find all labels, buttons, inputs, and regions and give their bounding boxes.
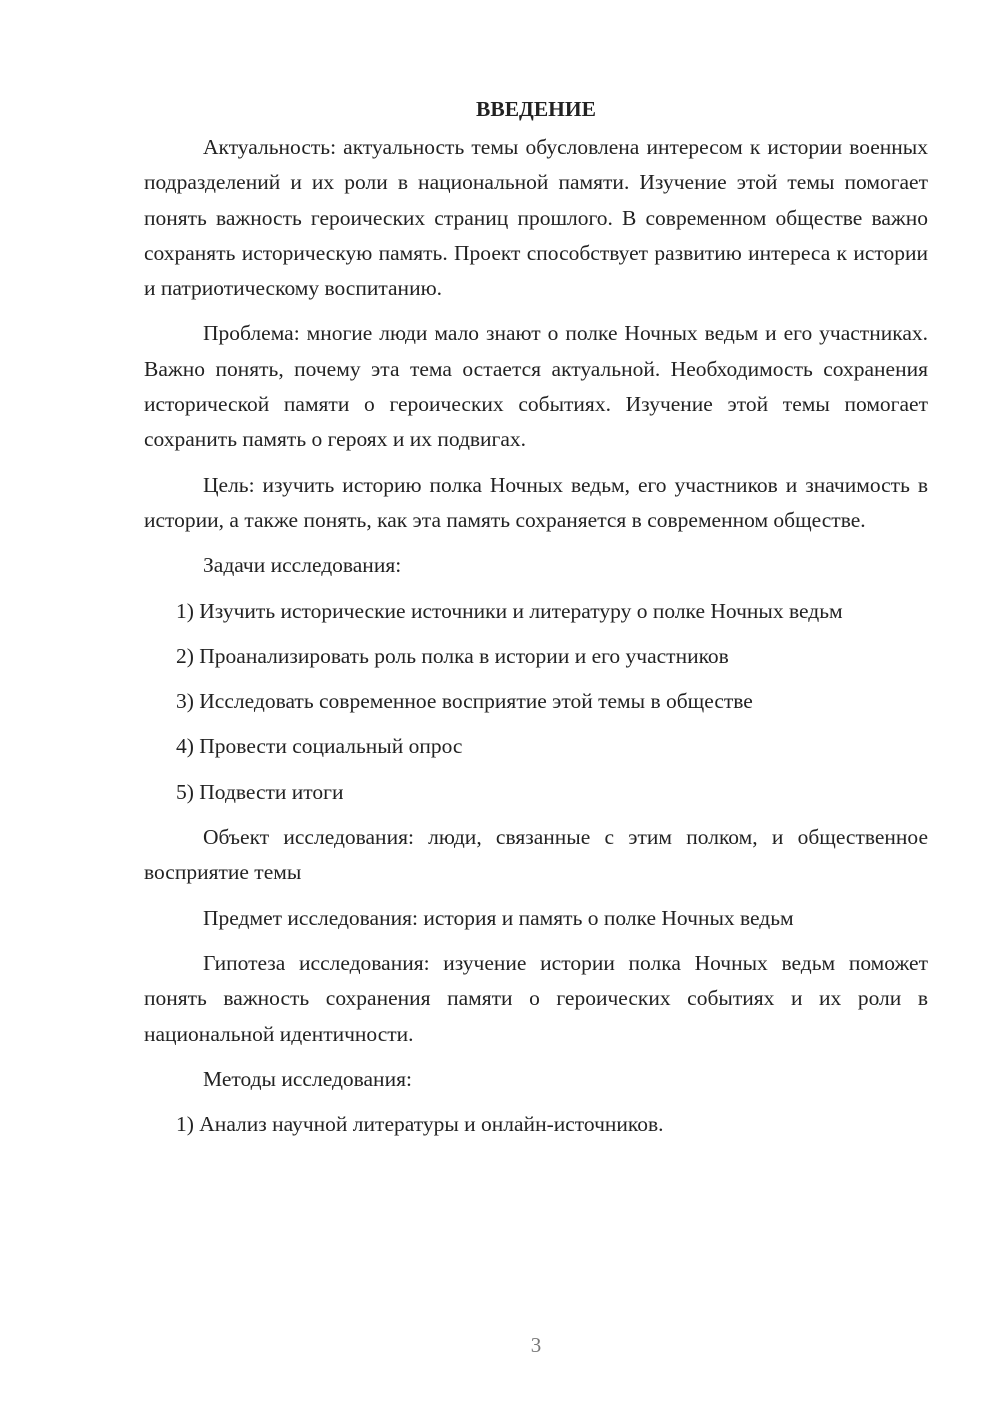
page-number: 3: [530, 1333, 542, 1357]
method-item: 1) Анализ научной литературы и онлайн-источников.: [176, 1112, 664, 1137]
task-item: 3) Исследовать современное восприятие этой темы в обществе: [176, 689, 753, 714]
tasks-heading: Задачи исследования:: [203, 553, 402, 578]
relevance-paragraph: Актуальность: актуальность темы обусловлена интересом к истории военных подразделений и их роли в национальной памяти. Изучение этой темы помогает понять важность героических страниц прошлого. В современном обществе важно сохранять историческую память. Проект способствует развитию интереса к истории и патриотическому воспитанию.: [144, 135, 928, 301]
methods-heading: Методы исследования:: [203, 1066, 412, 1091]
goal-paragraph: Цель: изучить историю полка Ночных ведьм, его участников и значимость в истории, а также понять, как эта память сохраняется в современном обществе.: [144, 472, 928, 532]
task-item: 4) Провести социальный опрос: [176, 734, 463, 759]
task-item: 5) Подвести итоги: [176, 779, 344, 804]
subject-paragraph: Предмет исследования: история и память о полке Ночных ведьм: [203, 905, 794, 930]
problem-paragraph: Проблема: многие люди мало знают о полке Ночных ведьм и его участниках. Важно понять, почему эта тема остается актуальной. Необходимость сохранения исторической памяти о героических событиях. Изучение этой темы помогает сохранить память о героях и их подвигах.: [144, 321, 928, 452]
task-item: 1) Изучить исторические источники и литературу о полке Ночных ведьм: [176, 598, 843, 623]
page-content: [144, 92, 928, 1152]
task-item: 2) Проанализировать роль полка в истории и его участников: [176, 643, 729, 668]
section-title: ВВЕДЕНИЕ: [476, 97, 596, 121]
object-paragraph: Объект исследования: люди, связанные с этим полком, и общественное восприятие темы: [144, 825, 928, 885]
hypothesis-paragraph: Гипотеза исследования: изучение истории полка Ночных ведьм поможет понять важность сохранения памяти о героических событиях и их роли в национальной идентичности.: [144, 950, 928, 1046]
